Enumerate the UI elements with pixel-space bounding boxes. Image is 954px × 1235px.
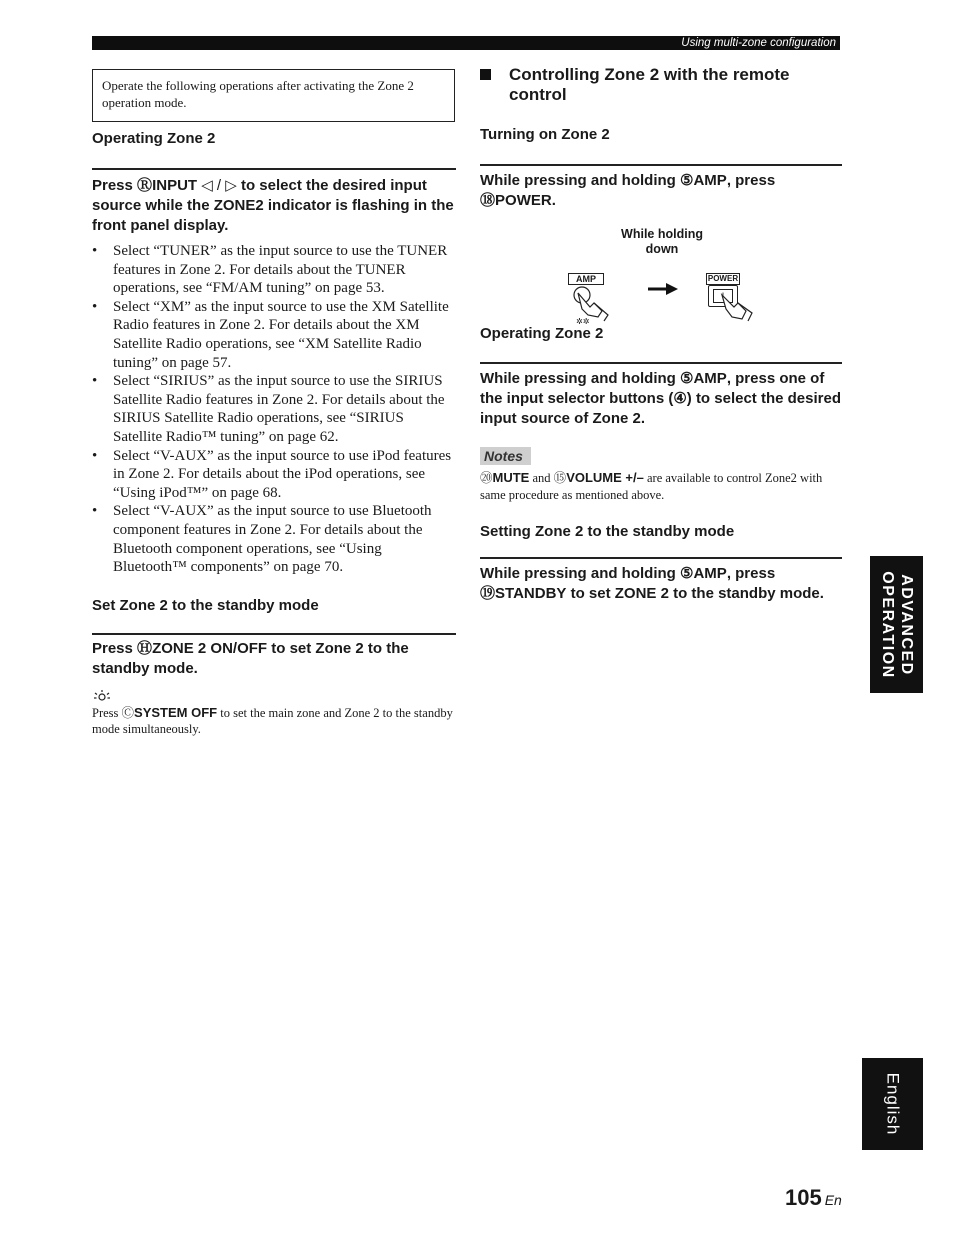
key-symbol: ⑱ [480, 192, 496, 209]
right-column [480, 65, 842, 604]
amp-key-label: AMP [693, 172, 727, 189]
key-symbol: ⑳ [480, 471, 493, 485]
tip-prefix: Press [92, 705, 122, 720]
operating-zone2-heading-right: Operating Zone 2 [480, 325, 604, 342]
step-input-instruction [92, 176, 456, 236]
key-symbol: Ⓒ [121, 705, 135, 720]
side-tab-label: English [883, 1072, 902, 1136]
power-button-label: POWER [707, 274, 739, 283]
side-tab-advanced-operation [870, 556, 923, 693]
page-language-suffix: En [824, 1192, 842, 1208]
page-number-value: 105 [785, 1185, 822, 1210]
arrow-keys: ◁ / ▷ [197, 177, 241, 194]
list-item: • Select “V-AUX” as the input source to use Bluetooth component features in Zone 2. For details about the Bluetooth component operations, see “Using Bluetooth™ components” on page 70. [92, 502, 456, 576]
step-text: While pressing and holding [480, 565, 681, 582]
amp-key-label: AMP [693, 565, 727, 582]
amp-button-label: AMP [568, 273, 604, 285]
list-item: • Select “XM” as the input source to use the XM Satellite Radio features in Zone 2. For details about the XM Satellite Radio operations, see “XM Satellite Radio tuning” on page 57. [92, 298, 456, 372]
key-symbol: Ⓡ [137, 177, 153, 194]
figure-caption: While holding down [621, 227, 703, 256]
notes-text [480, 470, 842, 503]
list-item: • Select “SIRIUS” as the input source to use the SIRIUS Satellite Radio features in Zone 2. For details about the SIRIUS Satellite Radio operations, see “SIRIUS Satellite Radio™ tuning” on page 62. [92, 372, 456, 446]
step-text: , press one of the input selector buttons (④) to select the desired input source of Zone 2. [480, 370, 841, 427]
zone2-key-label: ZONE 2 ON/OFF [152, 639, 268, 657]
step-standby [480, 564, 842, 604]
tip-rest: to set the main zone and Zone 2 to the standby mode simultaneously. [92, 705, 453, 737]
key-symbol: ⑮ [553, 471, 567, 485]
square-bullet-icon [480, 69, 491, 80]
header-bar [92, 36, 840, 50]
operating-zone2-heading: Operating Zone 2 [92, 130, 216, 147]
header-title: Using multi-zone configuration [681, 37, 836, 49]
step-input-select [480, 369, 842, 429]
section-title [480, 65, 842, 105]
notes-label-wrap [480, 447, 842, 466]
key-symbol: Ⓗ [137, 639, 153, 657]
setting-standby-heading: Setting Zone 2 to the standby mode [480, 523, 735, 540]
key-symbol: ⑤ [680, 370, 694, 387]
power-key-label: POWER [495, 192, 552, 209]
list-item: • Select “V-AUX” as the input source to use iPod features in Zone 2. For details about the iPod operations, see “Using iPod™” on page 68. [92, 447, 456, 503]
standby-key-label: STANDBY [495, 585, 567, 602]
divider [480, 164, 842, 166]
step-text: Press [92, 177, 138, 194]
side-tab-english [862, 1058, 923, 1150]
volume-key-label: VOLUME +/– [566, 470, 644, 485]
tip-text [92, 705, 456, 738]
step-text: . [551, 192, 556, 209]
tip-icon [92, 689, 456, 703]
step-text: to select the desired input source while the ZONE2 indicator is flashing in the front panel display. [92, 177, 454, 234]
bullet-list [92, 242, 456, 577]
list-item: • Select “TUNER” as the input source to use the TUNER features in Zone 2. For details about the TUNER operations, see “FM/AM tuning” on page 53. [92, 242, 456, 298]
step-text: to set ZONE 2 to the standby mode. [566, 585, 824, 602]
key-symbol: ⑲ [480, 585, 496, 602]
key-symbol: ⑤ [680, 565, 694, 582]
standby-heading: Set Zone 2 to the standby mode [92, 596, 319, 614]
turning-on-heading: Turning on Zone 2 [480, 126, 610, 143]
step-text: , press [726, 172, 776, 189]
step-text: to set Zone 2 to the standby mode. [92, 639, 409, 677]
divider [480, 362, 842, 364]
step-text: While pressing and holding [480, 370, 681, 387]
note-box-text: Operate the following operations after activating the Zone 2 operation mode. [102, 78, 414, 110]
step-zone2-onoff [92, 639, 456, 679]
notes-and: and [529, 471, 554, 485]
page-number [785, 1185, 842, 1211]
notes-label: Notes [480, 447, 531, 465]
divider [92, 168, 456, 170]
key-symbol: ⑤ [680, 172, 694, 189]
step-power [480, 171, 842, 211]
section-title-text: Controlling Zone 2 with the remote control [509, 65, 790, 104]
pointing-hand-icon [720, 293, 764, 327]
remote-figure [480, 227, 842, 337]
notes-rest: are available to control Zone2 with same procedure as mentioned above. [480, 471, 823, 502]
side-tab-label: ADVANCED OPERATION [878, 570, 915, 679]
step-text: Press [92, 639, 138, 657]
system-off-key-label: SYSTEM OFF [134, 704, 218, 720]
stars: ✲✲ [576, 317, 590, 326]
amp-key-label: AMP [693, 370, 727, 387]
step-text: , press [726, 565, 776, 582]
left-column [92, 69, 456, 738]
input-key-label: INPUT [152, 177, 198, 194]
divider [92, 633, 456, 635]
arrow-right-icon [648, 283, 678, 295]
note-box [92, 69, 455, 122]
mute-key-label: MUTE [492, 470, 530, 485]
divider [480, 557, 842, 559]
step-text: While pressing and holding [480, 172, 681, 189]
